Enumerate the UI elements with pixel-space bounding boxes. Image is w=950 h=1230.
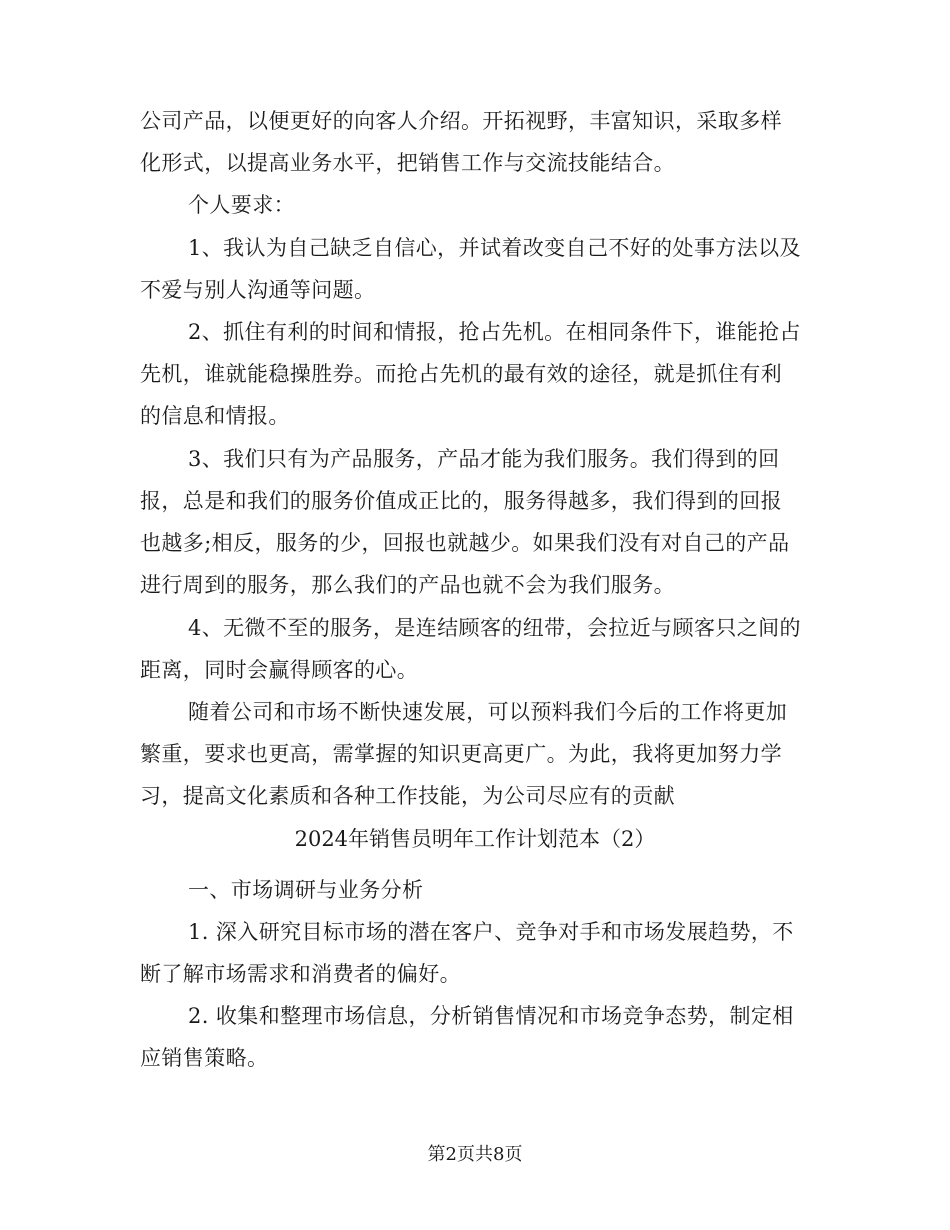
paragraph-line: 2、抓住有利的时间和情报，抢占先机。在相同条件下，谁能抢占 [188,320,801,344]
paragraph-line: 距离，同时会赢得顾客的心。 [140,658,419,682]
page-number-footer: 第2页共8页 [427,1144,523,1165]
paragraph-line: 也越多;相反，服务的少，回报也就越少。如果我们没有对自己的产品 [140,531,790,555]
paragraph-line: 报，总是和我们的服务价值成正比的，服务得越多，我们得到的回报 [140,489,782,513]
section-heading: 一、市场调研与业务分析 [188,878,424,902]
paragraph-line: 3、我们只有为产品服务，产品才能为我们服务。我们得到的回 [188,447,780,471]
paragraph-line: 先机，谁就能稳操胜券。而抢占先机的最有效的途径，就是抓住有利 [140,362,782,386]
section-title: 2024年销售员明年工作计划范本（2） [294,827,656,851]
paragraph-line: 应销售策略。 [140,1046,269,1070]
section-label: 个人要求： [188,193,295,217]
paragraph-line: 公司产品，以便更好的向客人介绍。开拓视野，丰富知识，采取多样 [140,109,782,133]
paragraph-line: 1. 深入研究目标市场的潜在客户、竞争对手和市场发展趋势，不 [188,920,794,944]
paragraph-line: 1、我认为自己缺乏自信心，并试着改变自己不好的处事方法以及 [188,236,801,260]
paragraph-line: 繁重，要求也更高，需掌握的知识更高更广。为此，我将更加努力学 [140,742,782,766]
paragraph-line: 断了解市场需求和消费者的偏好。 [140,962,461,986]
paragraph-line: 4、无微不至的服务，是连结顾客的纽带，会拉近与顾客只之间的 [188,616,801,640]
paragraph-line: 不爱与别人沟通等问题。 [140,278,376,302]
paragraph-line: 习，提高文化素质和各种工作技能，为公司尽应有的贡献 [140,784,675,808]
paragraph-line: 随着公司和市场不断快速发展，可以预料我们今后的工作将更加 [188,700,788,724]
paragraph-line: 化形式，以提高业务水平，把销售工作与交流技能结合。 [140,151,675,175]
paragraph-line: 的信息和情报。 [140,404,290,428]
paragraph-line: 2. 收集和整理市场信息，分析销售情况和市场竞争态势，制定相 [188,1004,794,1028]
paragraph-line: 进行周到的服务，那么我们的产品也就不会为我们服务。 [140,573,675,597]
